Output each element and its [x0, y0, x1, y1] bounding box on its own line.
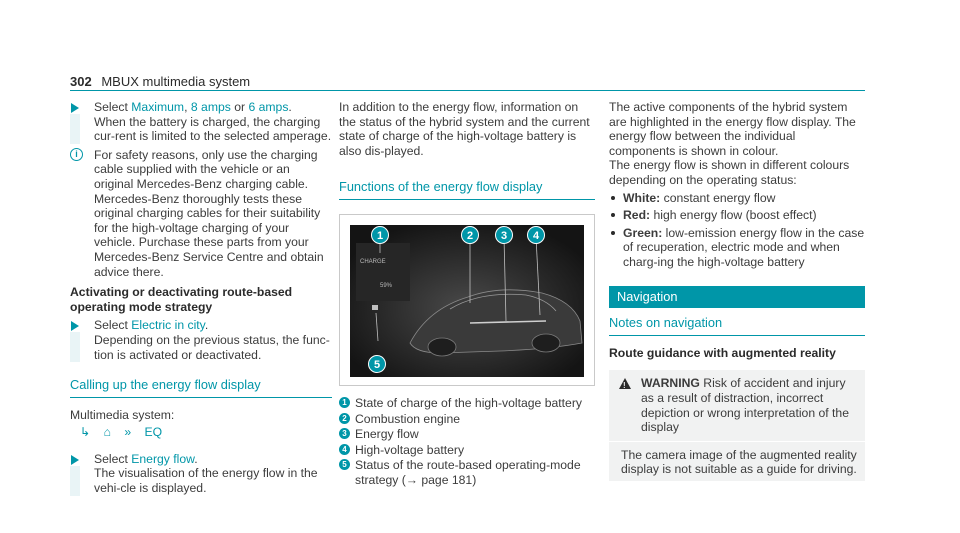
legend-item: [339, 458, 595, 487]
section-heading-functions: Functions of the energy flow display: [339, 180, 595, 200]
legend-number: 1: [339, 397, 350, 408]
section-heading-notes: Notes on navigation: [609, 316, 865, 336]
option-electric-in-city[interactable]: Electric in city: [131, 318, 205, 333]
legend-text: High-voltage battery: [355, 442, 465, 457]
legend-item: [339, 412, 595, 427]
separator: ,: [184, 100, 191, 114]
step-body: When the battery is charged, the charging cur-rent is limited to the selected amperage.: [94, 114, 332, 144]
separator: or: [230, 100, 249, 114]
path-chevron-icon: »: [124, 425, 132, 440]
period: .: [288, 100, 292, 114]
step-arrow-icon: [71, 103, 79, 113]
option-8-amps[interactable]: 8 amps: [190, 100, 231, 114]
step-prefix: Select: [94, 451, 132, 466]
period: .: [204, 318, 209, 333]
column-3: [609, 100, 865, 481]
option-maximum[interactable]: Maximum: [131, 100, 185, 114]
legend-number: 3: [339, 428, 350, 439]
figure-legend: [339, 396, 595, 488]
heading-augmented-reality: Route guidance with augmented reality: [609, 345, 836, 360]
list-item: [609, 191, 865, 206]
section-heading-calling-up: Calling up the energy flow display: [70, 378, 332, 398]
bullet-term: Green:: [623, 225, 663, 240]
callout-5: 5: [368, 355, 386, 373]
charge-label: CHARGE: [360, 258, 386, 265]
note-text: For safety reasons, only use the charging cable supplied with the vehicle or an original Mercedes-Benz charging cable. Mercedes-Benz thoroughly tests these original charging cables for their suitability for the high-voltage charging of your vehicle. Purchase these parts from your Mercedes-Benz Service Centre and obtain advice there.: [94, 147, 324, 279]
car-illustration: [350, 225, 584, 377]
legend-item: [339, 396, 595, 411]
intro-text: The active components of the hybrid system are highlighted in the energy flow display. The energy flow between the individual components is shown in colour.: [609, 100, 856, 158]
legend-item: [339, 427, 595, 442]
step-energy-flow: [70, 452, 332, 496]
step-body: Depending on the previous status, the func-tion is activated or deactivated.: [94, 332, 330, 362]
list-item: [609, 208, 865, 223]
step-prefix: Select: [94, 100, 132, 114]
callout-2: 2: [461, 226, 479, 244]
warning-header: [609, 370, 865, 441]
intro-text: In addition to the energy flow, information on the status of the hybrid system and the current state of charge of the high-voltage battery is also dis-played.: [339, 100, 590, 158]
eq-menu-item[interactable]: EQ: [144, 425, 163, 440]
home-icon[interactable]: ⌂: [103, 425, 111, 440]
column-2: [339, 100, 595, 489]
warning-body: The camera image of the augmented reality display is not suitable as a guide for driving.: [621, 447, 857, 477]
callout-3: 3: [495, 226, 513, 244]
legend-text: State of charge of the high-voltage battery: [355, 395, 582, 410]
option-energy-flow[interactable]: Energy flow: [131, 451, 195, 466]
column-1: [70, 100, 332, 500]
step-arrow-icon: [71, 321, 79, 331]
warning-box: [609, 370, 865, 481]
energy-flow-figure: [339, 214, 595, 386]
period: .: [194, 451, 198, 466]
step-prefix: Select: [94, 318, 132, 333]
callout-4: 4: [527, 226, 545, 244]
legend-text[interactable]: Status of the route-based operating-mode strategy (→ page 181): [355, 458, 581, 487]
colour-list: [609, 191, 865, 270]
path-label: Multimedia system:: [70, 407, 175, 422]
navigation-band: Navigation: [609, 286, 865, 309]
header-divider: [70, 90, 865, 91]
path-arrow-icon: ↳: [80, 425, 91, 440]
step-bar: [70, 466, 80, 496]
bullet-text: constant energy flow: [660, 190, 776, 205]
page-number: 302: [70, 74, 92, 89]
legend-number: 2: [339, 413, 350, 424]
step-electric-in-city: [70, 318, 332, 362]
step-arrow-icon: [71, 455, 79, 465]
safety-note: [70, 148, 332, 279]
step-bar: [70, 332, 80, 362]
step-body: The visualisation of the energy flow in the vehi-cle is displayed.: [94, 466, 318, 496]
menu-path: [70, 425, 332, 440]
mode-strategy-icon: [372, 305, 378, 310]
charge-percent: 59%: [380, 282, 393, 289]
callout-1: 1: [371, 226, 389, 244]
heading-route-based-mode: Activating or deactivating route-based operating mode strategy: [70, 285, 293, 314]
energy-flow-screen: [350, 225, 584, 377]
legend-number: 4: [339, 444, 350, 455]
step-select-amperage: [70, 100, 332, 144]
option-6-amps[interactable]: 6 amps: [248, 100, 289, 114]
info-icon: i: [70, 148, 83, 161]
intro-text-2: The energy flow is shown in different colours depending on the operating status:: [609, 158, 850, 187]
legend-text: Energy flow: [355, 427, 419, 442]
legend-number: 5: [339, 459, 350, 470]
bullet-term: White:: [623, 190, 661, 205]
warning-text: Risk of accident and injury as a result of distraction, incorrect depiction or wrong interpretation of the display: [641, 376, 849, 435]
warning-icon: [619, 378, 631, 389]
bullet-text: low-emission energy flow in the case of recuperation, electric mode and when charg-ing the high-voltage battery: [623, 225, 865, 269]
warning-label: WARNING: [641, 376, 700, 391]
page-header: [70, 74, 250, 89]
legend-item: [339, 443, 595, 458]
list-item: [609, 226, 865, 270]
bullet-text: high energy flow (boost effect): [650, 208, 817, 223]
step-bar: [70, 114, 80, 144]
bullet-term: Red:: [623, 208, 651, 223]
legend-text: Combustion engine: [355, 411, 461, 426]
manual-title: MBUX multimedia system: [101, 74, 251, 89]
